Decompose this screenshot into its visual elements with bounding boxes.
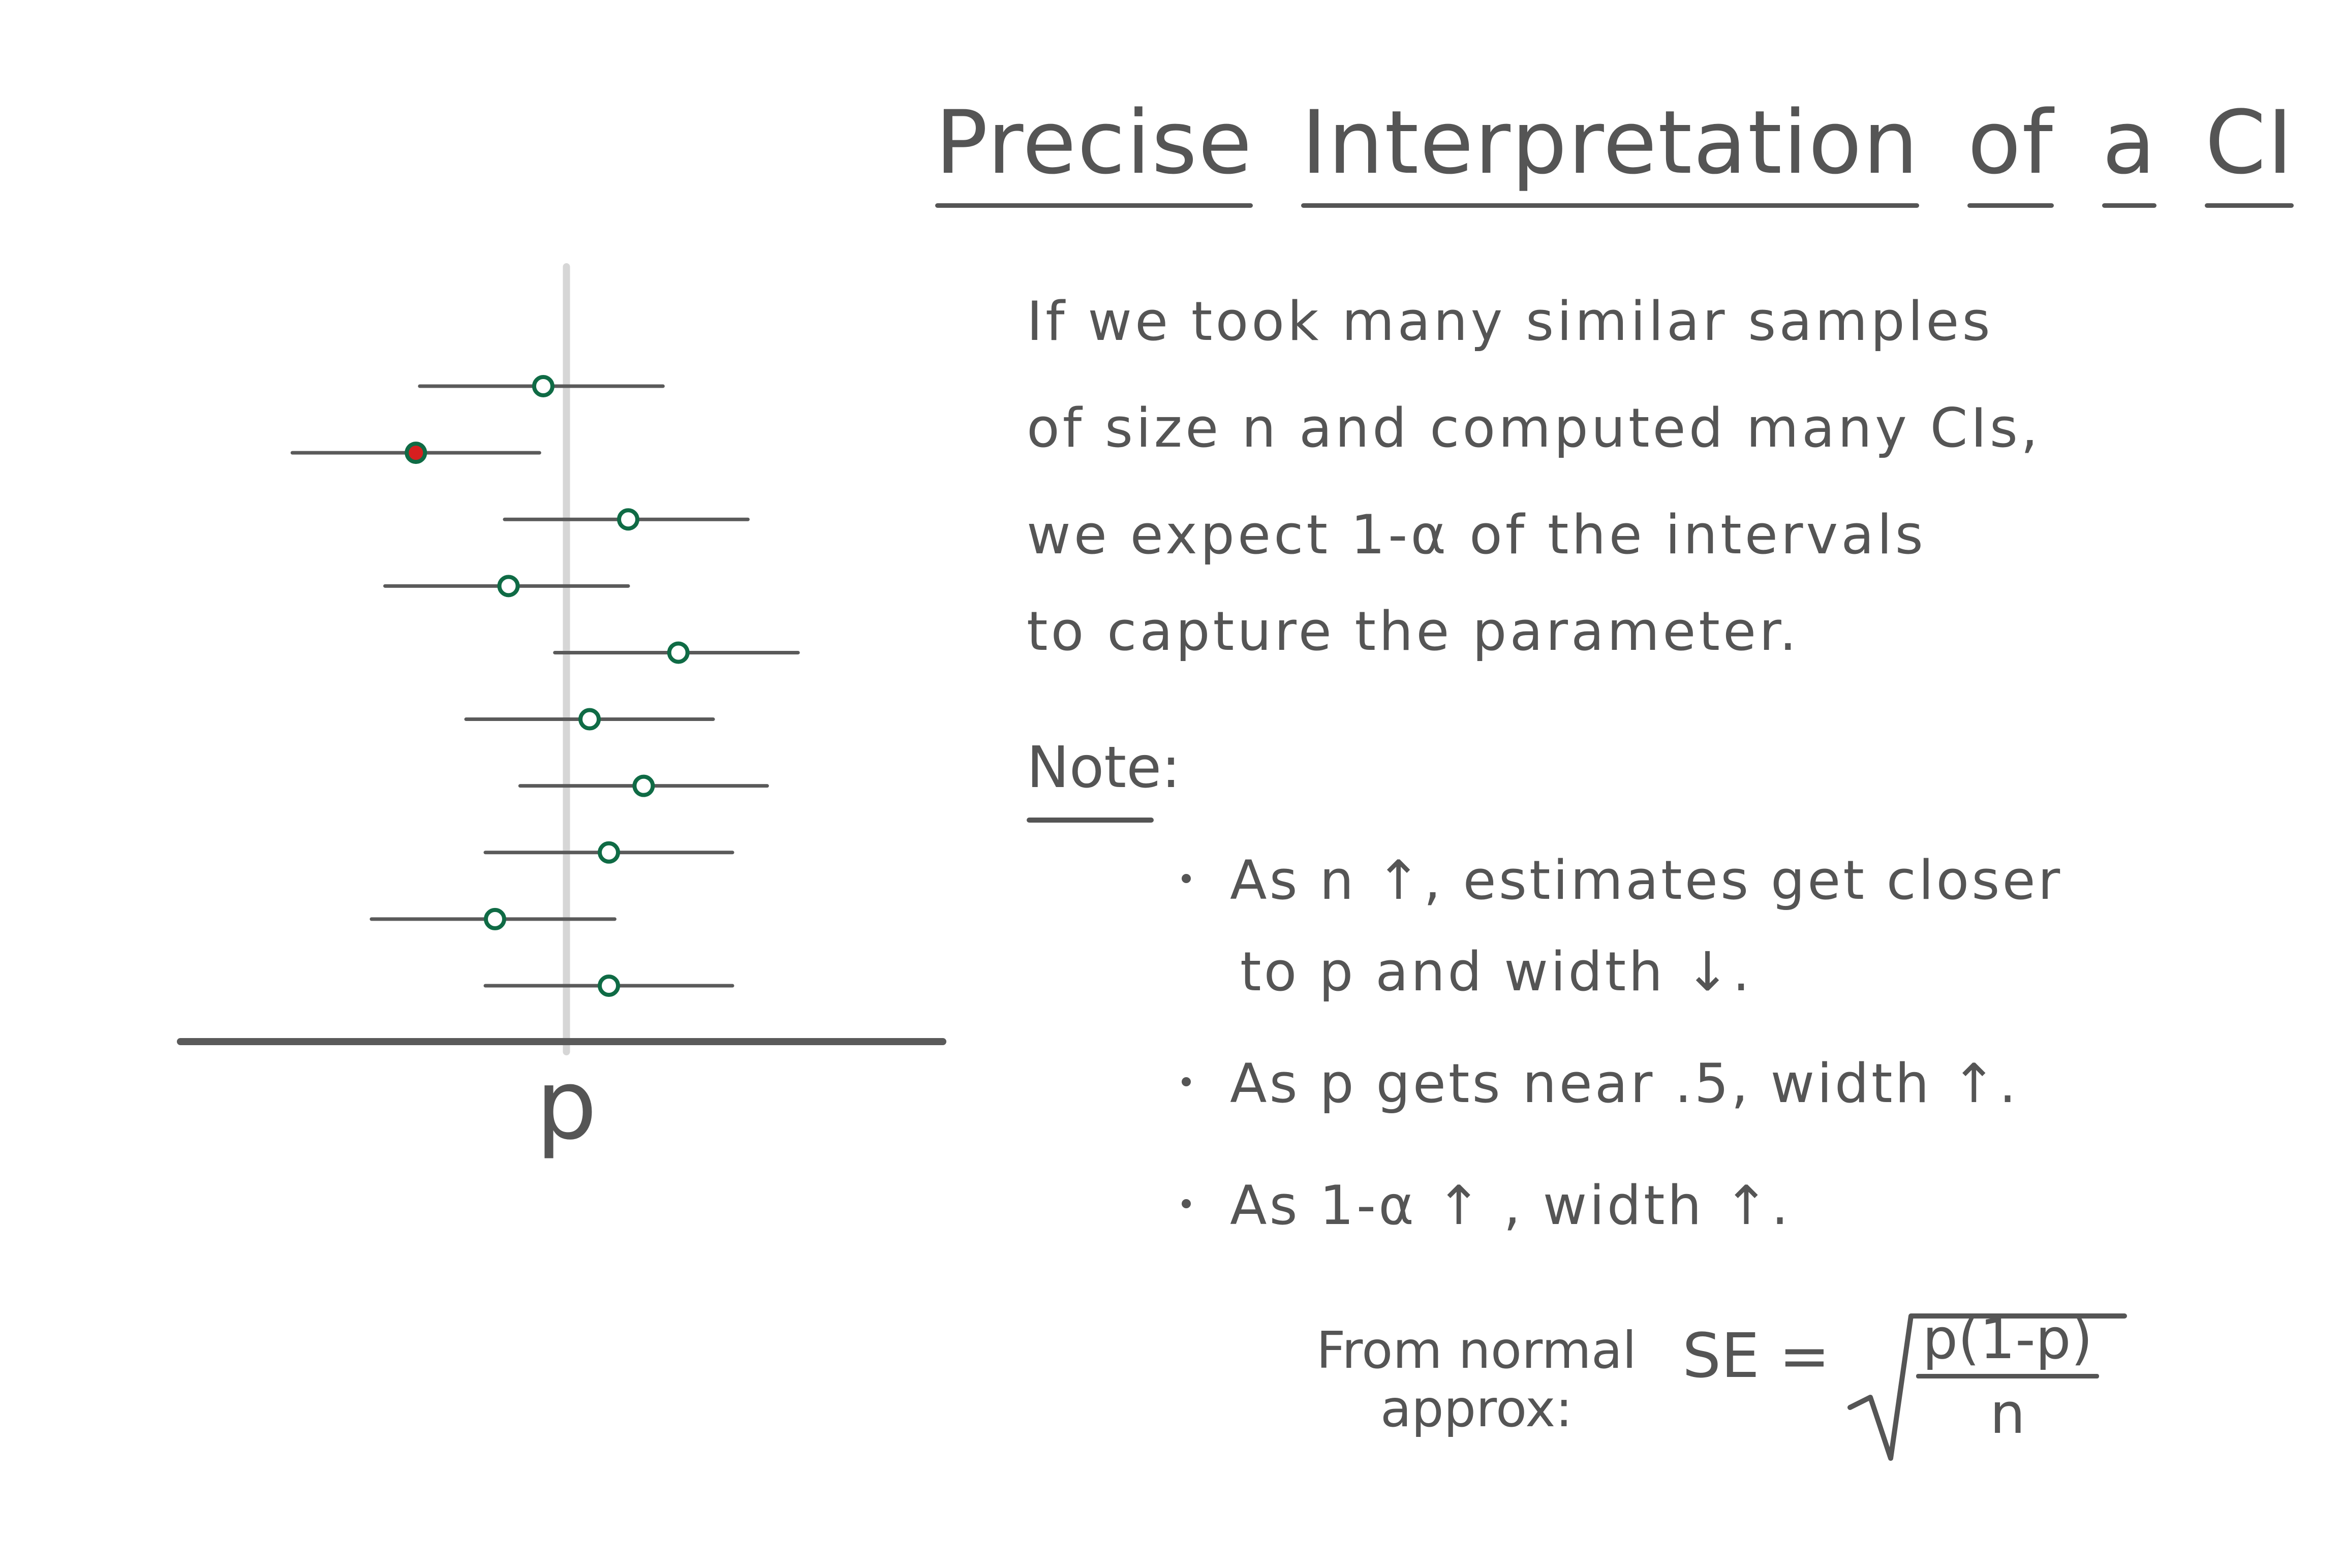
page-title	[935, 91, 2342, 194]
estimate-point	[580, 710, 599, 729]
fraction-bar	[1916, 1374, 2099, 1378]
title-word-interpretation: Interpretation	[1301, 99, 1919, 186]
bullet-2: As p gets near .5, width ↑.	[1230, 1057, 2019, 1111]
estimate-point-miss	[407, 444, 425, 462]
bullet-dot-icon	[1182, 1077, 1191, 1086]
bullet-1-continuation: to p and width ↓.	[1240, 940, 1752, 1003]
paragraph-line-2: of size n and computed many CIs,	[1027, 397, 2041, 459]
estimate-point	[619, 510, 637, 528]
bullet-dot-icon	[1182, 1199, 1191, 1208]
paragraph-line-3: we expect 1-α of the intervals	[1027, 504, 1926, 566]
formula-fraction	[1916, 1306, 2099, 1446]
axis-label-p: p	[536, 1049, 597, 1161]
bullet-3: As 1-α ↑ , width ↑.	[1230, 1179, 1791, 1233]
estimate-point	[600, 977, 618, 995]
formula-prefix-line-2: approx:	[1380, 1379, 1573, 1438]
title-word-precise: Precise	[935, 99, 1253, 186]
estimate-point	[634, 777, 653, 795]
paragraph-line-1: If we took many similar samples	[1027, 290, 1993, 353]
formula-prefix-line-1: From normal	[1316, 1321, 1637, 1380]
title-word-a: a	[2102, 99, 2156, 186]
note-label: Note:	[1027, 739, 1181, 796]
formula-prefix	[1316, 1321, 1637, 1438]
estimate-point	[486, 910, 504, 928]
estimate-point	[534, 377, 552, 395]
square-root-icon	[1850, 1316, 1911, 1468]
formula-lhs: SE =	[1682, 1321, 1830, 1392]
bullet-dot-icon	[1182, 874, 1191, 883]
interval-group	[292, 377, 798, 995]
formula-denominator: n	[1990, 1381, 2025, 1446]
estimate-point	[600, 843, 618, 862]
paragraph-line-4: to capture the parameter.	[1027, 600, 1800, 663]
title-word-ci: CI	[2205, 99, 2294, 186]
bullet-1: As n ↑, estimates get closer	[1230, 854, 2062, 907]
estimate-point	[669, 643, 688, 662]
formula-numerator: p(1-p)	[1922, 1306, 2093, 1371]
estimate-point	[500, 577, 518, 595]
title-word-of: of	[1967, 99, 2054, 186]
